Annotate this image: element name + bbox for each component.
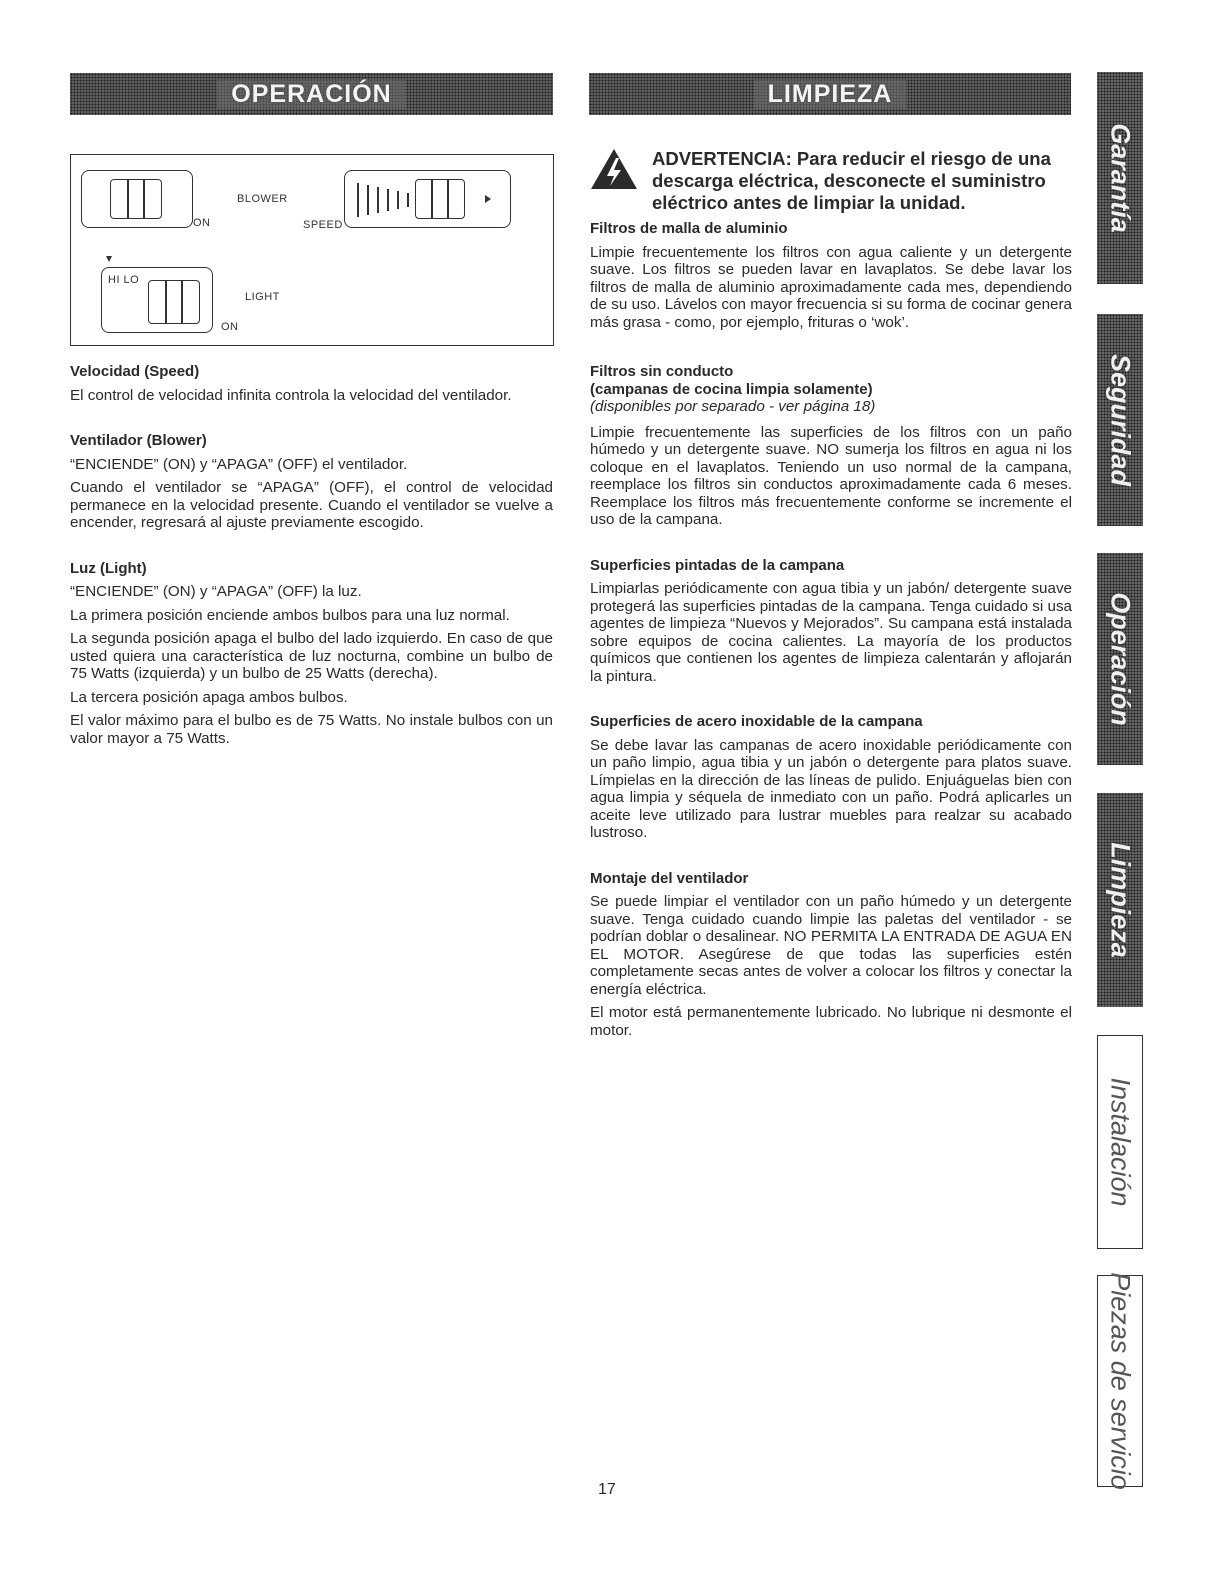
painted-surfaces-heading: Superficies pintadas de la campana xyxy=(590,556,845,574)
light-label: LIGHT xyxy=(245,291,280,303)
blower-label: BLOWER xyxy=(237,193,288,205)
light-rocker-icon xyxy=(148,280,200,324)
fan-assembly-text-1: Se puede limpiar el ventilador con un paño húmedo y un detergente suave. Tenga cuidado cuando limpie las paletas del ventilador - se podrían doblar o desalinear. NO PERMITA LA ENTRADA DE AGUA EN EL MOTOR. Asegúrese de que todas las superficies estén completamente secas antes de volver a colocar los filtros y conectar la energía eléctrica. xyxy=(590,893,1072,998)
blower-switch-housing xyxy=(81,170,193,228)
operacion-banner-title: OPERACIÓN xyxy=(217,80,405,109)
control-panel-diagram xyxy=(70,154,554,346)
tab-seguridad[interactable] xyxy=(1097,314,1143,526)
tab-limpieza-label: Limpieza xyxy=(1105,842,1136,958)
operacion-banner xyxy=(70,73,553,115)
operation-column xyxy=(70,363,553,753)
blower-heading: Ventilador (Blower) xyxy=(70,432,207,449)
aluminum-filters-heading: Filtros de malla de aluminio xyxy=(590,220,788,237)
hi-lo-label: HI LO xyxy=(108,274,140,286)
speed-arrow-icon xyxy=(485,195,491,203)
warning-block xyxy=(590,148,1070,214)
light-text-1: “ENCIENDE” (ON) y “APAGA” (OFF) la luz. xyxy=(70,583,362,600)
tab-instalacion[interactable] xyxy=(1097,1035,1143,1249)
light-text-3: La segunda posición apaga el bulbo del lado izquierdo. En caso de que usted quiera una característica de luz nocturna, combine un bulbo de 75 Watts (izquierda) y un bulbo de 25 Watts (derecha). xyxy=(70,630,553,682)
limpieza-banner xyxy=(589,73,1071,115)
ductless-filters-availability: (disponibles por separado - ver página 18) xyxy=(590,398,876,415)
light-text-4: La tercera posición apaga ambos bulbos. xyxy=(70,688,348,706)
aluminum-filters-text: Limpie frecuentemente los filtros con agua caliente y un detergente suave. Los filtros se pueden lavar en lavaplatos. Se debe lavar los filtros de malla de aluminio aproximadamente cada mes, dependiendo de su uso. Lávelos con mayor frecuencia si su forma de cocinar genera más grasa - como, por ejemplo, frituras o ‘wok’. xyxy=(590,243,1072,331)
fan-assembly-heading: Montaje del ventilador xyxy=(590,869,749,887)
light-indicator-arrow-icon xyxy=(106,256,112,262)
tab-piezas-de-servicio-label: Piezas de servicio xyxy=(1105,1272,1136,1490)
limpieza-banner-title: LIMPIEZA xyxy=(754,80,907,109)
blower-on-label: ON xyxy=(193,217,211,229)
light-on-label: ON xyxy=(221,321,239,333)
tab-piezas-de-servicio[interactable] xyxy=(1097,1272,1143,1490)
tab-garantia-label: Garantía xyxy=(1105,123,1136,233)
light-text-2: La primera posición enciende ambos bulbos para una luz normal. xyxy=(70,606,510,624)
ductless-filters-text: Limpie frecuentemente las superficies de los filtros con un paño húmedo y un detergente suave. NO sumerja los filtros en agua ni los coloque en el lavaplatos. Teniendo un uso normal de la campana, reemplace los filtros sin conductos aproximadamente cada 6 meses. Reemplace los filtros más frecuentemente conforme se incremente el uso de la campana. xyxy=(590,423,1072,528)
cleaning-column xyxy=(590,220,1072,1045)
fan-assembly-text-2: El motor está permanentemente lubricado. No lubrique ni desmonte el motor. xyxy=(590,1004,1072,1039)
speed-text: El control de velocidad infinita controla la velocidad del ventilador. xyxy=(70,386,512,404)
speed-heading: Velocidad (Speed) xyxy=(70,363,200,380)
page-number: 17 xyxy=(598,1481,616,1498)
blower-text-1: “ENCIENDE” (ON) y “APAGA” (OFF) el ventilador. xyxy=(70,455,408,473)
tab-operacion-label: Operación xyxy=(1105,592,1136,726)
tab-operacion[interactable] xyxy=(1097,553,1143,765)
ductless-filters-heading: Filtros sin conducto xyxy=(590,363,734,380)
speed-knob-icon xyxy=(415,179,465,219)
tab-limpieza[interactable] xyxy=(1097,793,1143,1007)
stainless-surfaces-heading: Superficies de acero inoxidable de la campana xyxy=(590,713,923,730)
warning-text: ADVERTENCIA: Para reducir el riesgo de una descarga eléctrica, desconecte el suministro eléctrico antes de limpiar la unidad. xyxy=(652,148,1051,213)
electric-hazard-icon xyxy=(590,148,638,190)
ductless-filters-subheading: (campanas de cocina limpia solamente) xyxy=(590,380,873,398)
blower-rocker-icon xyxy=(110,179,162,219)
light-switch-housing xyxy=(101,267,213,333)
tab-seguridad-label: Seguridad xyxy=(1105,353,1136,487)
tab-garantia[interactable] xyxy=(1097,72,1143,284)
light-heading: Luz (Light) xyxy=(70,559,147,577)
painted-surfaces-text: Limpiarlas periódicamente con agua tibia y un jabón/ detergente suave protegerá las superficies pintadas de la campana. Tenga cuidado si usa agentes de limpieza “Nuevos y Mejorados”. Su campana está instalada sobre equipos de cocina calientes. La mayoría de los productos químicos que contienen los agentes de limpieza calentarán y aflojarán la pintura. xyxy=(590,580,1072,685)
speed-slider-housing xyxy=(344,170,511,228)
speed-label: SPEED xyxy=(303,219,343,231)
stainless-surfaces-text: Se debe lavar las campanas de acero inoxidable periódicamente con un paño limpio, agua tibia y un jabón o detergente para platos suave. Límpielas en la dirección de las líneas de pulido. Enjuáguelas bien con agua limpia y séquela de inmediato con un paño. Podrá aplicarles un aceite leve utilizado para lustrar muebles para realzar su acabado lustroso. xyxy=(590,736,1072,841)
tab-instalacion-label: Instalación xyxy=(1105,1077,1136,1207)
light-text-5: El valor máximo para el bulbo es de 75 Watts. No instale bulbos con un valor mayor a 75 Watts. xyxy=(70,712,553,747)
blower-text-2: Cuando el ventilador se “APAGA” (OFF), el control de velocidad permanece en la velocidad presente. Cuando el ventilador se vuelve a encender, regresará al ajuste previamente escogido. xyxy=(70,479,553,531)
